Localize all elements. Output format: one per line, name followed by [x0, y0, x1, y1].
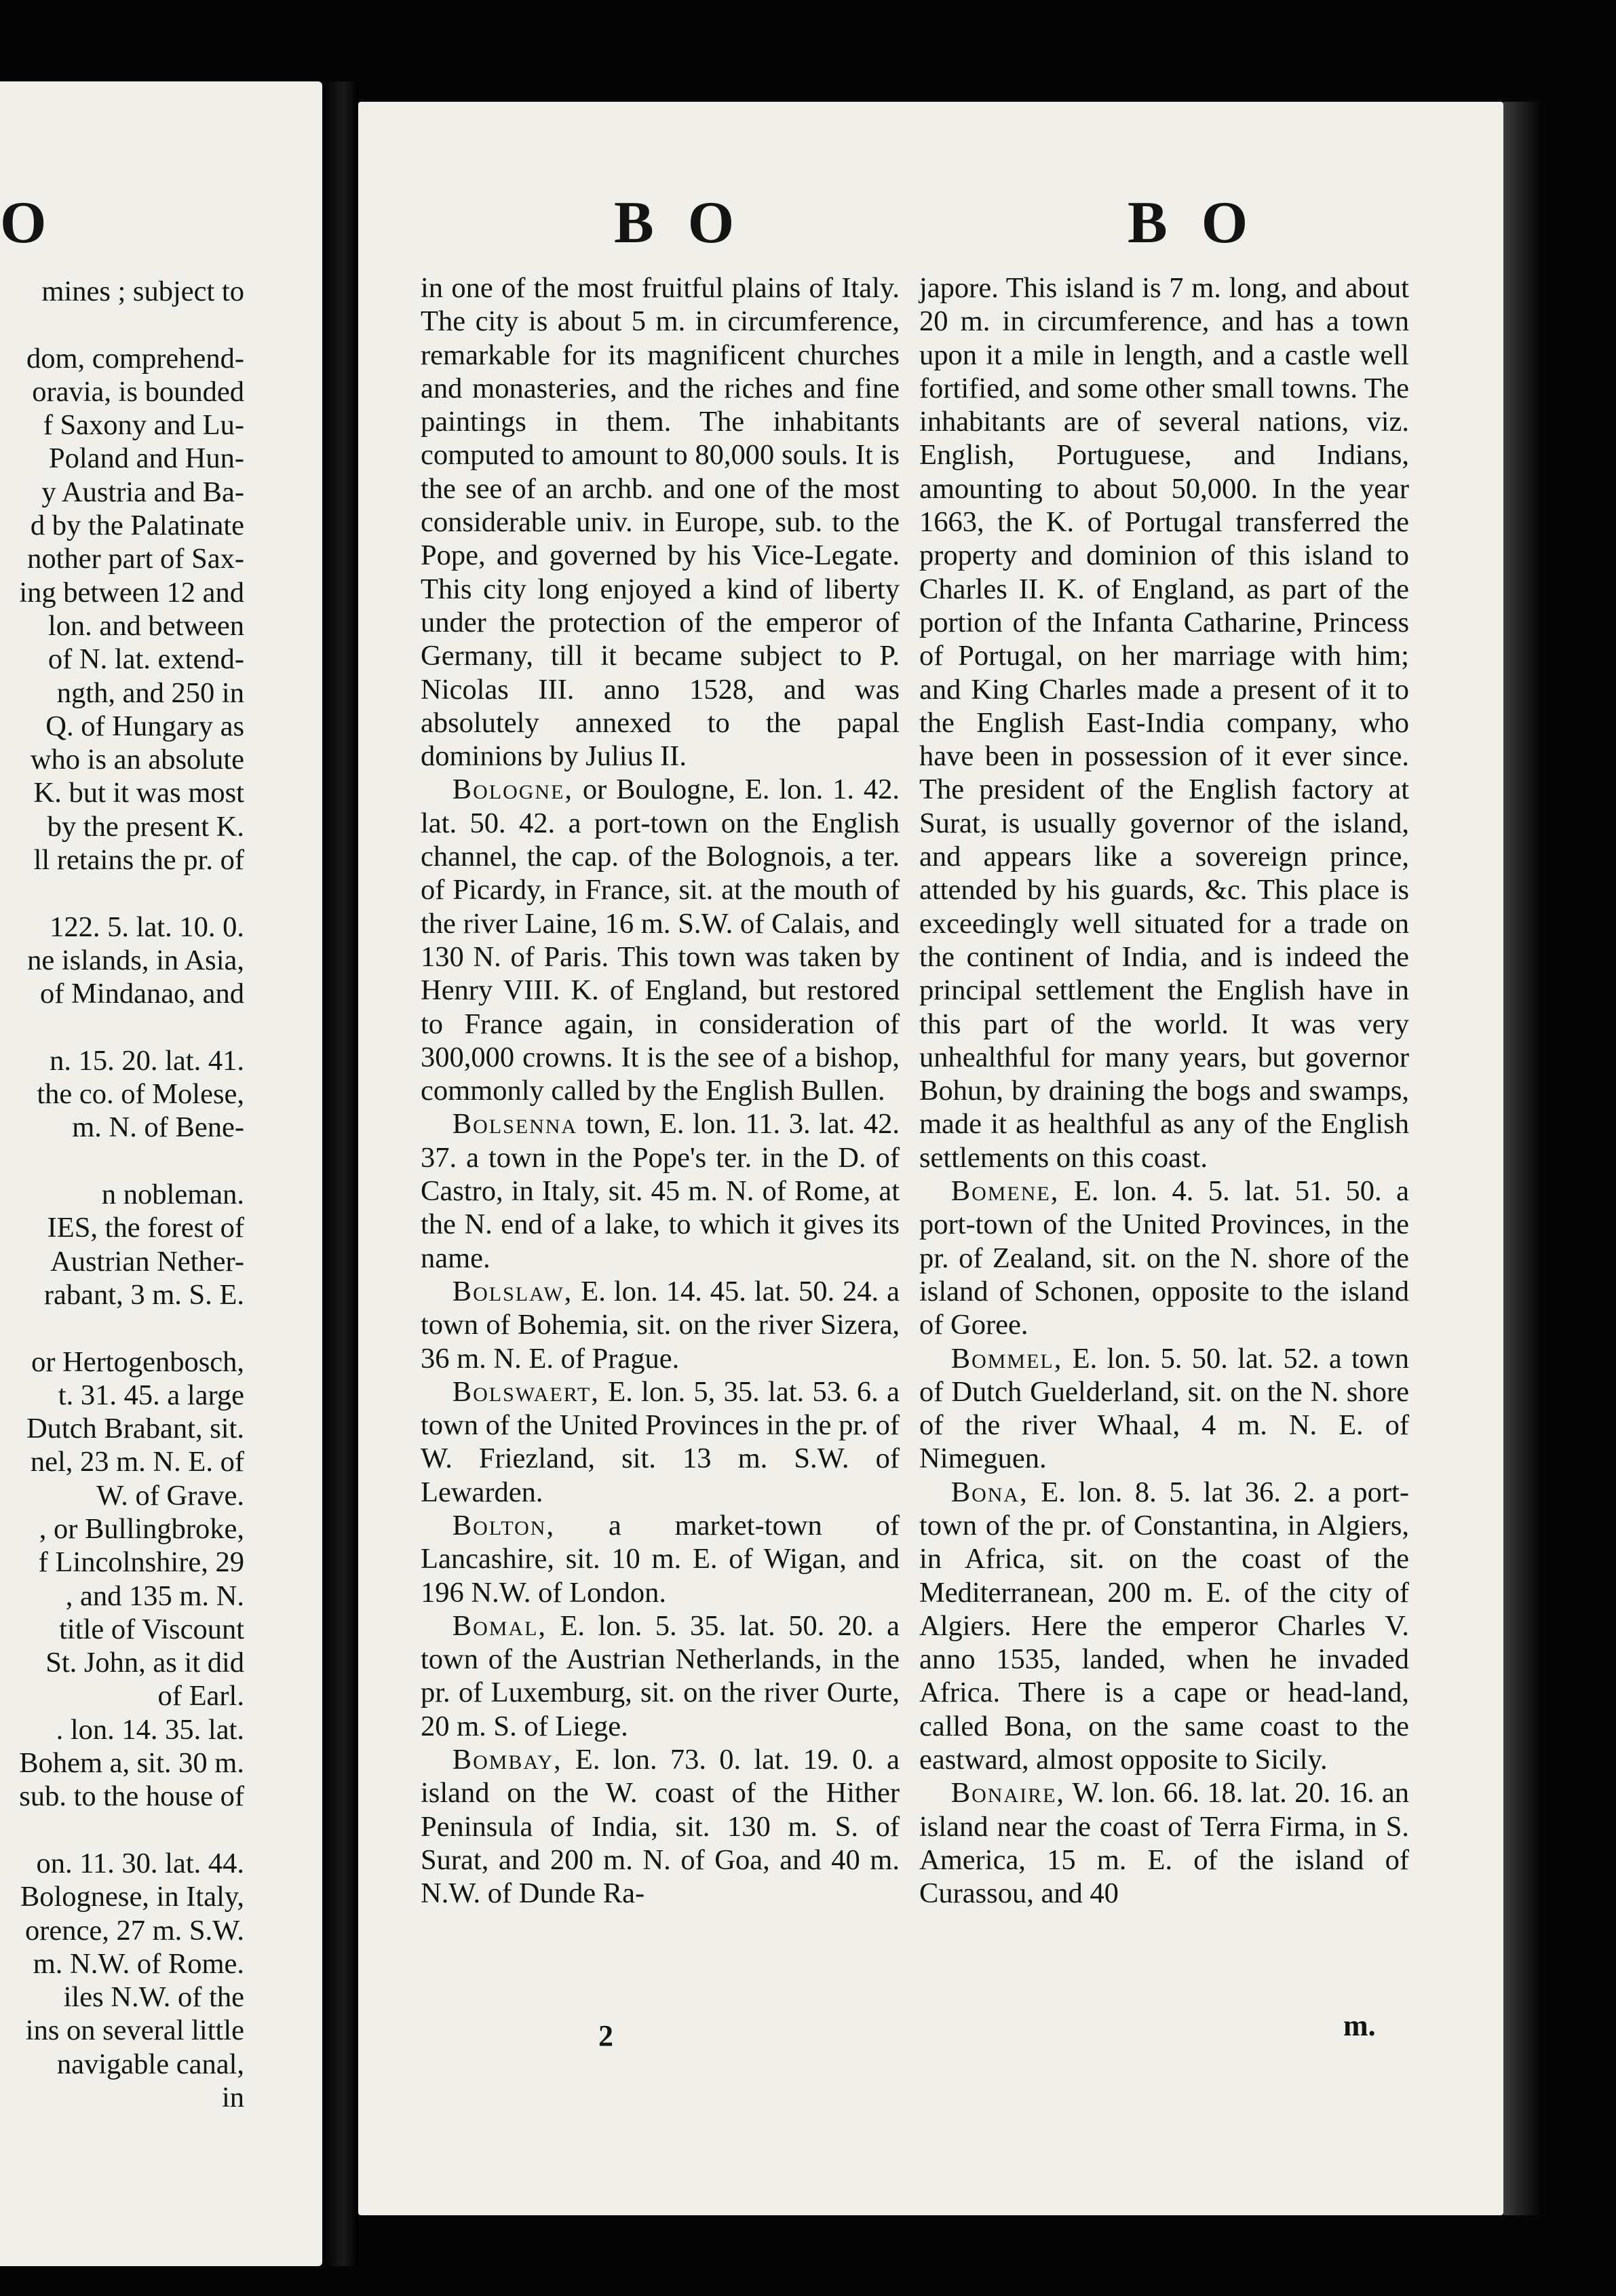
- entry-text: E. lon. 5, 35. lat. 53. 6. a town of the United Provinces in the pr. of W. Friezland, sit. 13 m. S.W. of Lewarden.: [421, 1375, 900, 1508]
- left-page-line: in: [221, 2082, 244, 2114]
- entry-text: or Boulogne, E. lon. 1. 42. lat. 50. 42. a port-town on the English channel, the cap. of the Bolognois, a ter. of Picardy, in France, sit. at the mouth of the river Laine, 16 m. S.W. of Calais, and 130 N. of Paris. This town was taken by Henry VIII. K. of England, but restored to France again, in consideration of 300,000 crowns. It is the see of a bishop, commonly called by the English Bullen.: [421, 773, 900, 1107]
- left-page-line: dom, comprehend-: [26, 342, 244, 375]
- page-signature: 2: [598, 2019, 613, 2052]
- entry-text: town, E. lon. 11. 3. lat. 42. 37. a town in the Pope's ter. in the D. of Castro, in Italy, sit. 45 m. N. of Rome, at the N. end of a lake, to which it gives its name.: [421, 1108, 900, 1274]
- left-page-line: ins on several little: [25, 2014, 244, 2047]
- entry-term: Bomal,: [452, 1609, 547, 1642]
- entry-text: E. lon. 73. 0. lat. 19. 0. a island on the W. coast of the Hither Peninsula of India, sit. 130 m. S. of Surat, and 200 m. N. of Goa, and 40 m. N.W. of Dunde Ra-: [421, 1744, 900, 1910]
- column-1-entries: [421, 773, 900, 1910]
- left-page-line: ne islands, in Asia,: [27, 944, 244, 976]
- left-page-line: [0, 1312, 244, 1345]
- column-2: [919, 271, 1409, 1911]
- entry-text: E. lon. 5. 35. lat. 50. 20. a town of the Austrian Netherlands, in the pr. of Luxemburg, sit. on the river Ourte, 20 m. S. of Liege.: [421, 1609, 900, 1742]
- left-page-line: t. 31. 45. a large: [58, 1379, 244, 1411]
- left-page-line: 122. 5. lat. 10. 0.: [50, 911, 244, 943]
- left-page-line: f Lincolnshire, 29: [38, 1546, 244, 1579]
- dictionary-entry: [919, 1342, 1409, 1476]
- left-page-line: ngth, and 250 in: [56, 676, 244, 709]
- left-page-line: or Hertogenbosch,: [31, 1345, 244, 1378]
- left-page-line: , or Bullingbroke,: [39, 1512, 244, 1545]
- left-page-line: , and 135 m. N.: [65, 1580, 244, 1612]
- catchword: m.: [1343, 2009, 1376, 2042]
- dictionary-entry: [421, 1743, 900, 1910]
- left-page-line: Dutch Brabant, sit.: [26, 1413, 244, 1445]
- left-page-line: St. John, as it did: [45, 1647, 244, 1679]
- entry-term: Bona,: [950, 1476, 1028, 1508]
- right-page-header-left: B O: [614, 190, 744, 256]
- entry-term: Bombay,: [452, 1744, 562, 1776]
- dictionary-entry: [421, 1107, 900, 1274]
- left-page-line: [0, 877, 244, 910]
- dictionary-entry: [421, 1609, 900, 1743]
- left-page-line: ll retains the pr. of: [33, 844, 244, 877]
- column-1-continuation: in one of the most fruitful plains of Italy. The city is about 5 m. in circumference, remarkable for its magnificent churches and monasteries, and the riches and fine paintings in them. The inhabitants computed to amount to 80,000 souls. It is the see of an archb. and one of the most considerable univ. in Europe, sub. to the Pope, and governed by his Vice-Legate. This city long enjoyed a kind of liberty under the protection of the emperor of Germany, till it became subject to P. Nicolas III. anno 1528, and was absolutely annexed to the papal dominions by Julius II.: [421, 272, 900, 773]
- right-page-header-right: B O: [1128, 190, 1258, 256]
- book-gutter: [322, 81, 358, 2266]
- left-page-line: rabant, 3 m. S. E.: [43, 1278, 244, 1311]
- column-2-continuation: japore. This island is 7 m. long, and about 20 m. in circumference, and has a town upon it a mile in length, and a castle well fortified, and some other small towns. The inhabitants are of several nations, viz. English, Portuguese, and Indians, amounting to about 50,000. In the year 1663, the K. of Portugal transferred the property and dominion of this island to Charles II. K. of England, as part of the portion of the Infanta Catharine, Princess of Portugal, on her marriage with him; and King Charles made a present of it to the English East-India company, who have been in possession of it ever since. The president of the English factory at Surat, is usually governor of the island, and appears like a sovereign prince, attended by his guards, &c. This place is exceedingly well situated for a trade on the continent of India, and is indeed the principal settlement the English have in this part of the world. It was very unhealthful for many years, but governor Bohun, by draining the bogs and swamps, made it as healthful as any of the English settlements on this coast.: [919, 272, 1409, 1174]
- left-page-header: O: [0, 190, 56, 256]
- left-page-line: m. N. of Bene-: [72, 1111, 244, 1144]
- entry-term: Bommel,: [950, 1342, 1063, 1375]
- dictionary-entry: [919, 1776, 1409, 1910]
- entry-term: Bomene,: [950, 1175, 1060, 1208]
- left-page-line: nel, 23 m. N. E. of: [30, 1446, 244, 1478]
- entry-text: E. lon. 4. 5. lat. 51. 50. a port-town of the United Provinces, in the pr. of Zealand, sit. on the N. shore of the island of Schonen, opposite to the island of Goree.: [919, 1175, 1409, 1341]
- left-page-line: by the present K.: [47, 810, 244, 843]
- left-page-line: mines ; subject to: [41, 275, 244, 307]
- entry-term: Bolswaert,: [452, 1375, 600, 1408]
- entry-term: Bonaire,: [950, 1777, 1066, 1810]
- left-page-line: Bolognese, in Italy,: [20, 1881, 244, 1913]
- left-page-line: [0, 1814, 244, 1847]
- entry-term: Bolsenna: [452, 1108, 578, 1141]
- dictionary-entry: [421, 1375, 900, 1509]
- left-page-line: m. N.W. of Rome.: [33, 1947, 244, 1980]
- dictionary-entry: [421, 1509, 900, 1609]
- left-page-line: oravia, is bounded: [32, 375, 244, 408]
- dictionary-entry: [421, 773, 900, 1107]
- left-page-line: title of Viscount: [59, 1613, 244, 1645]
- left-page-line: n nobleman.: [101, 1179, 244, 1211]
- left-page-line: Austrian Nether-: [50, 1245, 244, 1278]
- column-2-entries: [919, 1174, 1409, 1911]
- left-page-line: nother part of Sax-: [27, 543, 244, 575]
- left-page-line: the co. of Molese,: [37, 1078, 244, 1111]
- left-page-line: [0, 1145, 244, 1178]
- left-page-line: [0, 308, 244, 341]
- left-page-line: Q. of Hungary as: [45, 710, 244, 742]
- left-page-line: d by the Palatinate: [30, 510, 244, 542]
- dictionary-entry: [919, 1174, 1409, 1341]
- entry-text: a market-town of Lancashire, sit. 10 m. E. of Wigan, and 196 N.W. of London.: [421, 1509, 900, 1609]
- entry-text: E. lon. 8. 5. lat 36. 2. a port-town of the pr. of Constantina, in Algiers, in Africa, sit. on the coast of the Mediterranean, 200 m. E. of the city of Algiers. Here the emperor Charles V. anno 1535, landed, when he invaded Africa. There is a cape or head-land, called Bona, on the same coast to the eastward, almost opposite to Sicily.: [919, 1476, 1409, 1776]
- column-1: [421, 271, 900, 1911]
- dictionary-entry: [421, 1275, 900, 1375]
- left-page-line: f Saxony and Lu-: [43, 409, 244, 442]
- left-page-line: of N. lat. extend-: [47, 643, 244, 676]
- left-page-line: K. but it was most: [33, 777, 244, 809]
- left-page-line: of Mindanao, and: [40, 978, 244, 1010]
- entry-term: Bolton,: [452, 1509, 556, 1542]
- page-edge-shadow: [1503, 102, 1544, 2215]
- left-page-line: lon. and between: [47, 609, 244, 642]
- left-page-line: iles N.W. of the: [63, 1981, 244, 2014]
- left-page-line: Bohem a, sit. 30 m.: [19, 1747, 244, 1780]
- left-page-line: [0, 1011, 244, 1044]
- left-page-column: [0, 275, 244, 2114]
- left-page-line: W. of Grave.: [96, 1479, 244, 1512]
- left-page-line: on. 11. 30. lat. 44.: [36, 1847, 244, 1879]
- left-page-line: who is an absolute: [30, 744, 244, 776]
- entry-text: E. lon. 14. 45. lat. 50. 24. a town of Bohemia, sit. on the river Sizera, 36 m. N. E. of Prague.: [421, 1275, 900, 1375]
- left-page-line: ing between 12 and: [19, 576, 244, 609]
- entry-term: Bologne,: [452, 773, 574, 806]
- dictionary-entry: [919, 1476, 1409, 1777]
- entry-text: W. lon. 66. 18. lat. 20. 16. an island near the coast of Terra Firma, in S. America, 15 m. E. of the island of Curassou, and 40: [919, 1777, 1409, 1910]
- entry-term: Bolslaw,: [452, 1275, 573, 1307]
- left-page-line: y Austria and Ba-: [41, 476, 244, 508]
- left-page-line: orence, 27 m. S.W.: [24, 1914, 244, 1947]
- entry-text: E. lon. 5. 50. lat. 52. a town of Dutch Guelderland, sit. on the N. shore of the river Whaal, 4 m. N. E. of Nimeguen.: [919, 1342, 1409, 1475]
- left-page-line: n. 15. 20. lat. 41.: [50, 1044, 244, 1077]
- left-page-line: IES, the forest of: [47, 1212, 244, 1244]
- left-page-line: Poland and Hun-: [48, 442, 244, 475]
- left-page-line: of Earl.: [157, 1680, 244, 1713]
- left-page-line: navigable canal,: [56, 2048, 244, 2080]
- left-page-line: . lon. 14. 35. lat.: [56, 1713, 244, 1746]
- left-page-line: sub. to the house of: [19, 1780, 244, 1813]
